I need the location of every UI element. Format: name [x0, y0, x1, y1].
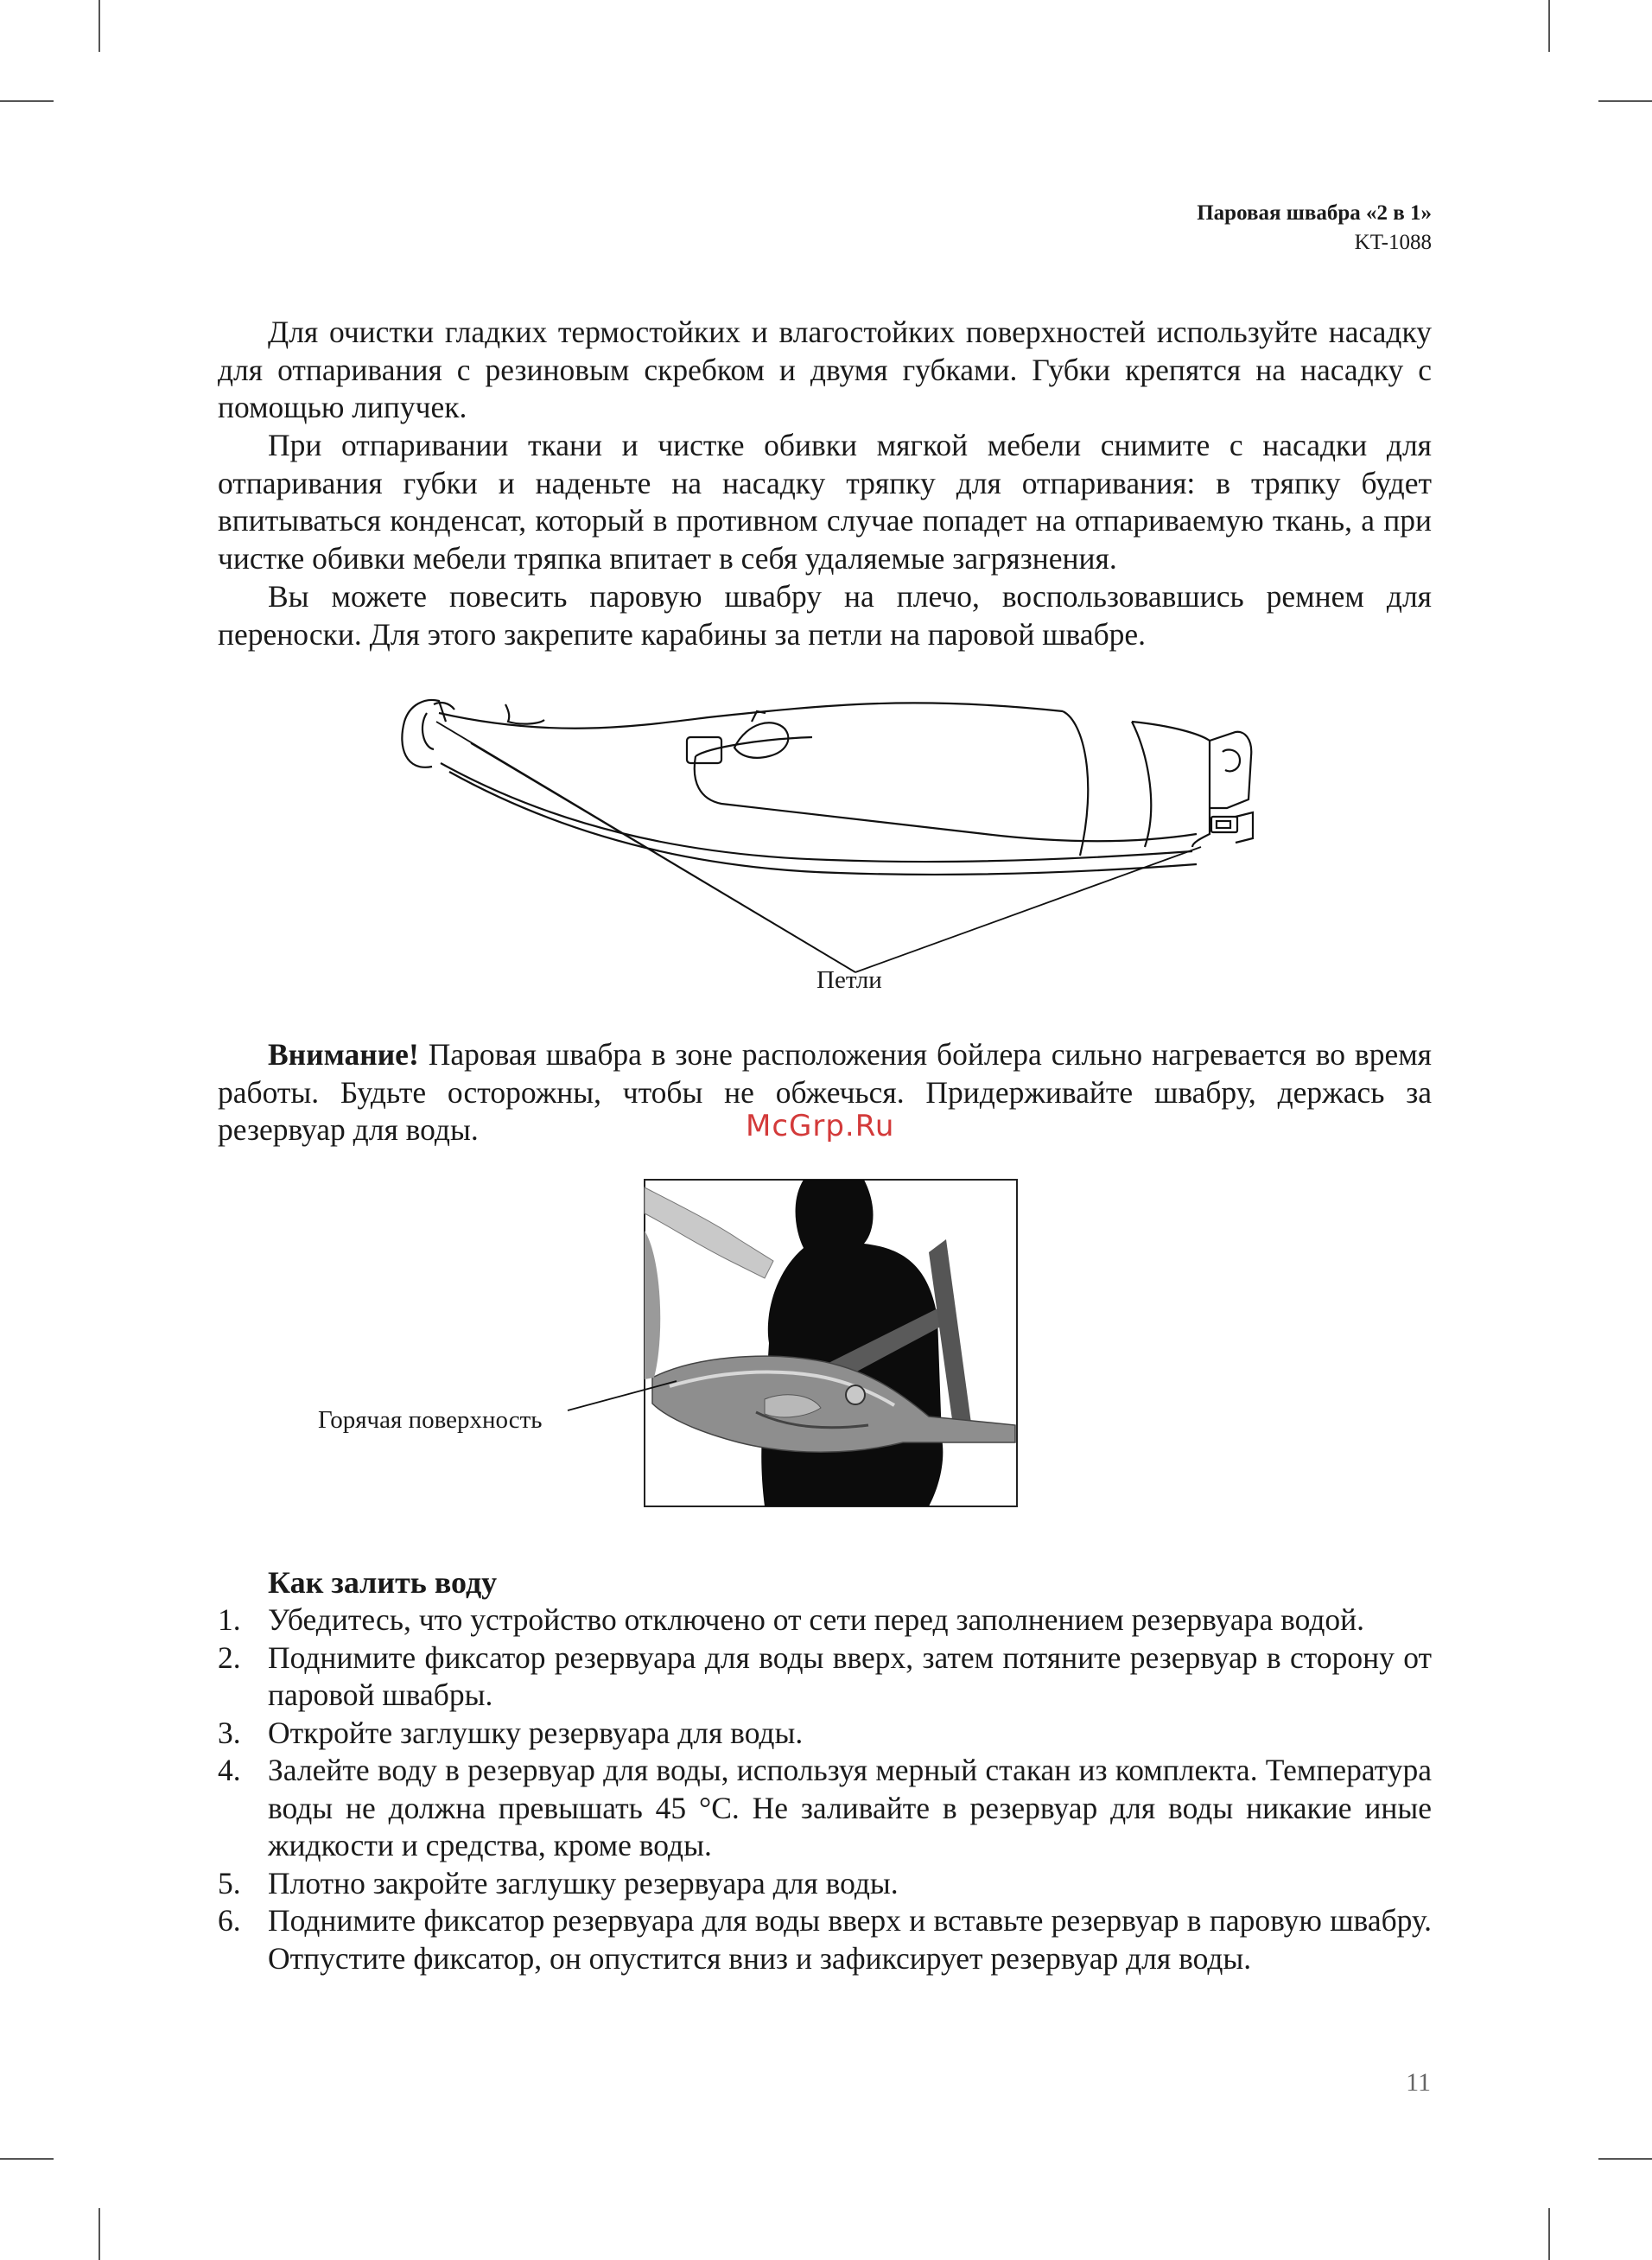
step-text: Убедитесь, что устройство отключено от сети перед заполнением резервуара водой.	[268, 1602, 1365, 1637]
figure2-caption: Горячая поверхность	[318, 1406, 543, 1434]
list-item	[218, 1865, 1432, 1903]
crop-mark	[1548, 2208, 1550, 2260]
list-item	[218, 1902, 1432, 1977]
crop-mark	[1598, 100, 1652, 102]
paragraph-cleaning: Для очистки гладких термостойких и влагостойких поверхностей используйте насадку для отпаривания с резиновым скребком и двумя губками. Губки крепятся на насадку с помощью липучек.	[218, 315, 1432, 424]
header-model: KT-1088	[1354, 230, 1432, 254]
step-text: Поднимите фиксатор резервуара для воды вверх, затем потяните резервуар в сторону от паровой швабры.	[268, 1639, 1432, 1712]
step-text: Залейте воду в резервуар для воды, используя мерный стакан из комплекта. Температура воды не должна превышать 45 °C. Не заливайте в резервуар для воды никакие иные жидкости и средства, кроме воды.	[268, 1753, 1432, 1862]
crop-mark	[98, 2208, 100, 2260]
howto-title: Как залить воду	[268, 1565, 498, 1600]
page-number: 11	[1406, 2068, 1431, 2097]
paragraph-fabric: При отпаривании ткани и чистке обивки мягкой мебели снимите с насадки для отпаривания губки и наденьте на насадку тряпку для отпаривания: в тряпку будет впитываться конденсат, который в противном случае попадет на отпариваемую ткань, а при чистке обивки мебели тряпка впитает в себя удаляемые загрязнения.	[218, 428, 1432, 576]
step-number: 6.	[218, 1903, 241, 1938]
carry-photo	[644, 1179, 1018, 1507]
howto-steps	[218, 1601, 1432, 1977]
step-number: 1.	[218, 1602, 241, 1637]
step-text: Откройте заглушку резервуара для воды.	[268, 1715, 804, 1750]
watermark: McGrp.Ru	[746, 1109, 895, 1143]
warning-text: Паровая швабра в зоне расположения бойлера сильно нагревается во время работы. Будьте осторожны, чтобы не обжечься. Придерживайте швабру, держась за резервуар для воды.	[218, 1037, 1432, 1147]
header-title: Паровая швабра «2 в 1»	[1197, 201, 1432, 225]
step-number: 3.	[218, 1715, 241, 1750]
crop-mark	[98, 0, 100, 52]
step-text: Поднимите фиксатор резервуара для воды вверх и вставьте резервуар в паровую швабру. Отпустите фиксатор, он опустится вниз и зафиксирует резервуар для воды.	[268, 1903, 1432, 1976]
crop-mark	[1548, 0, 1550, 52]
figure1-caption: Петли	[816, 966, 882, 994]
crop-mark	[1598, 2158, 1652, 2160]
step-text: Плотно закройте заглушку резервуара для воды.	[268, 1865, 899, 1900]
list-item	[218, 1601, 1432, 1639]
list-item	[218, 1752, 1432, 1865]
hot-surface-leader	[566, 1366, 678, 1417]
steam-mop-drawing	[380, 687, 1270, 998]
crop-mark	[0, 2158, 54, 2160]
paragraph-strap: Вы можете повесить паровую швабру на плечо, воспользовавшись ремнем для переноски. Для этого закрепите карабины за петли на паровой швабре.	[218, 579, 1432, 652]
step-number: 4.	[218, 1753, 241, 1787]
list-item	[218, 1715, 1432, 1753]
warning-label: Внимание!	[268, 1037, 419, 1072]
list-item	[218, 1639, 1432, 1715]
running-header	[1197, 199, 1432, 258]
step-number: 2.	[218, 1639, 241, 1675]
step-number: 5.	[218, 1865, 241, 1900]
crop-mark	[0, 100, 54, 102]
